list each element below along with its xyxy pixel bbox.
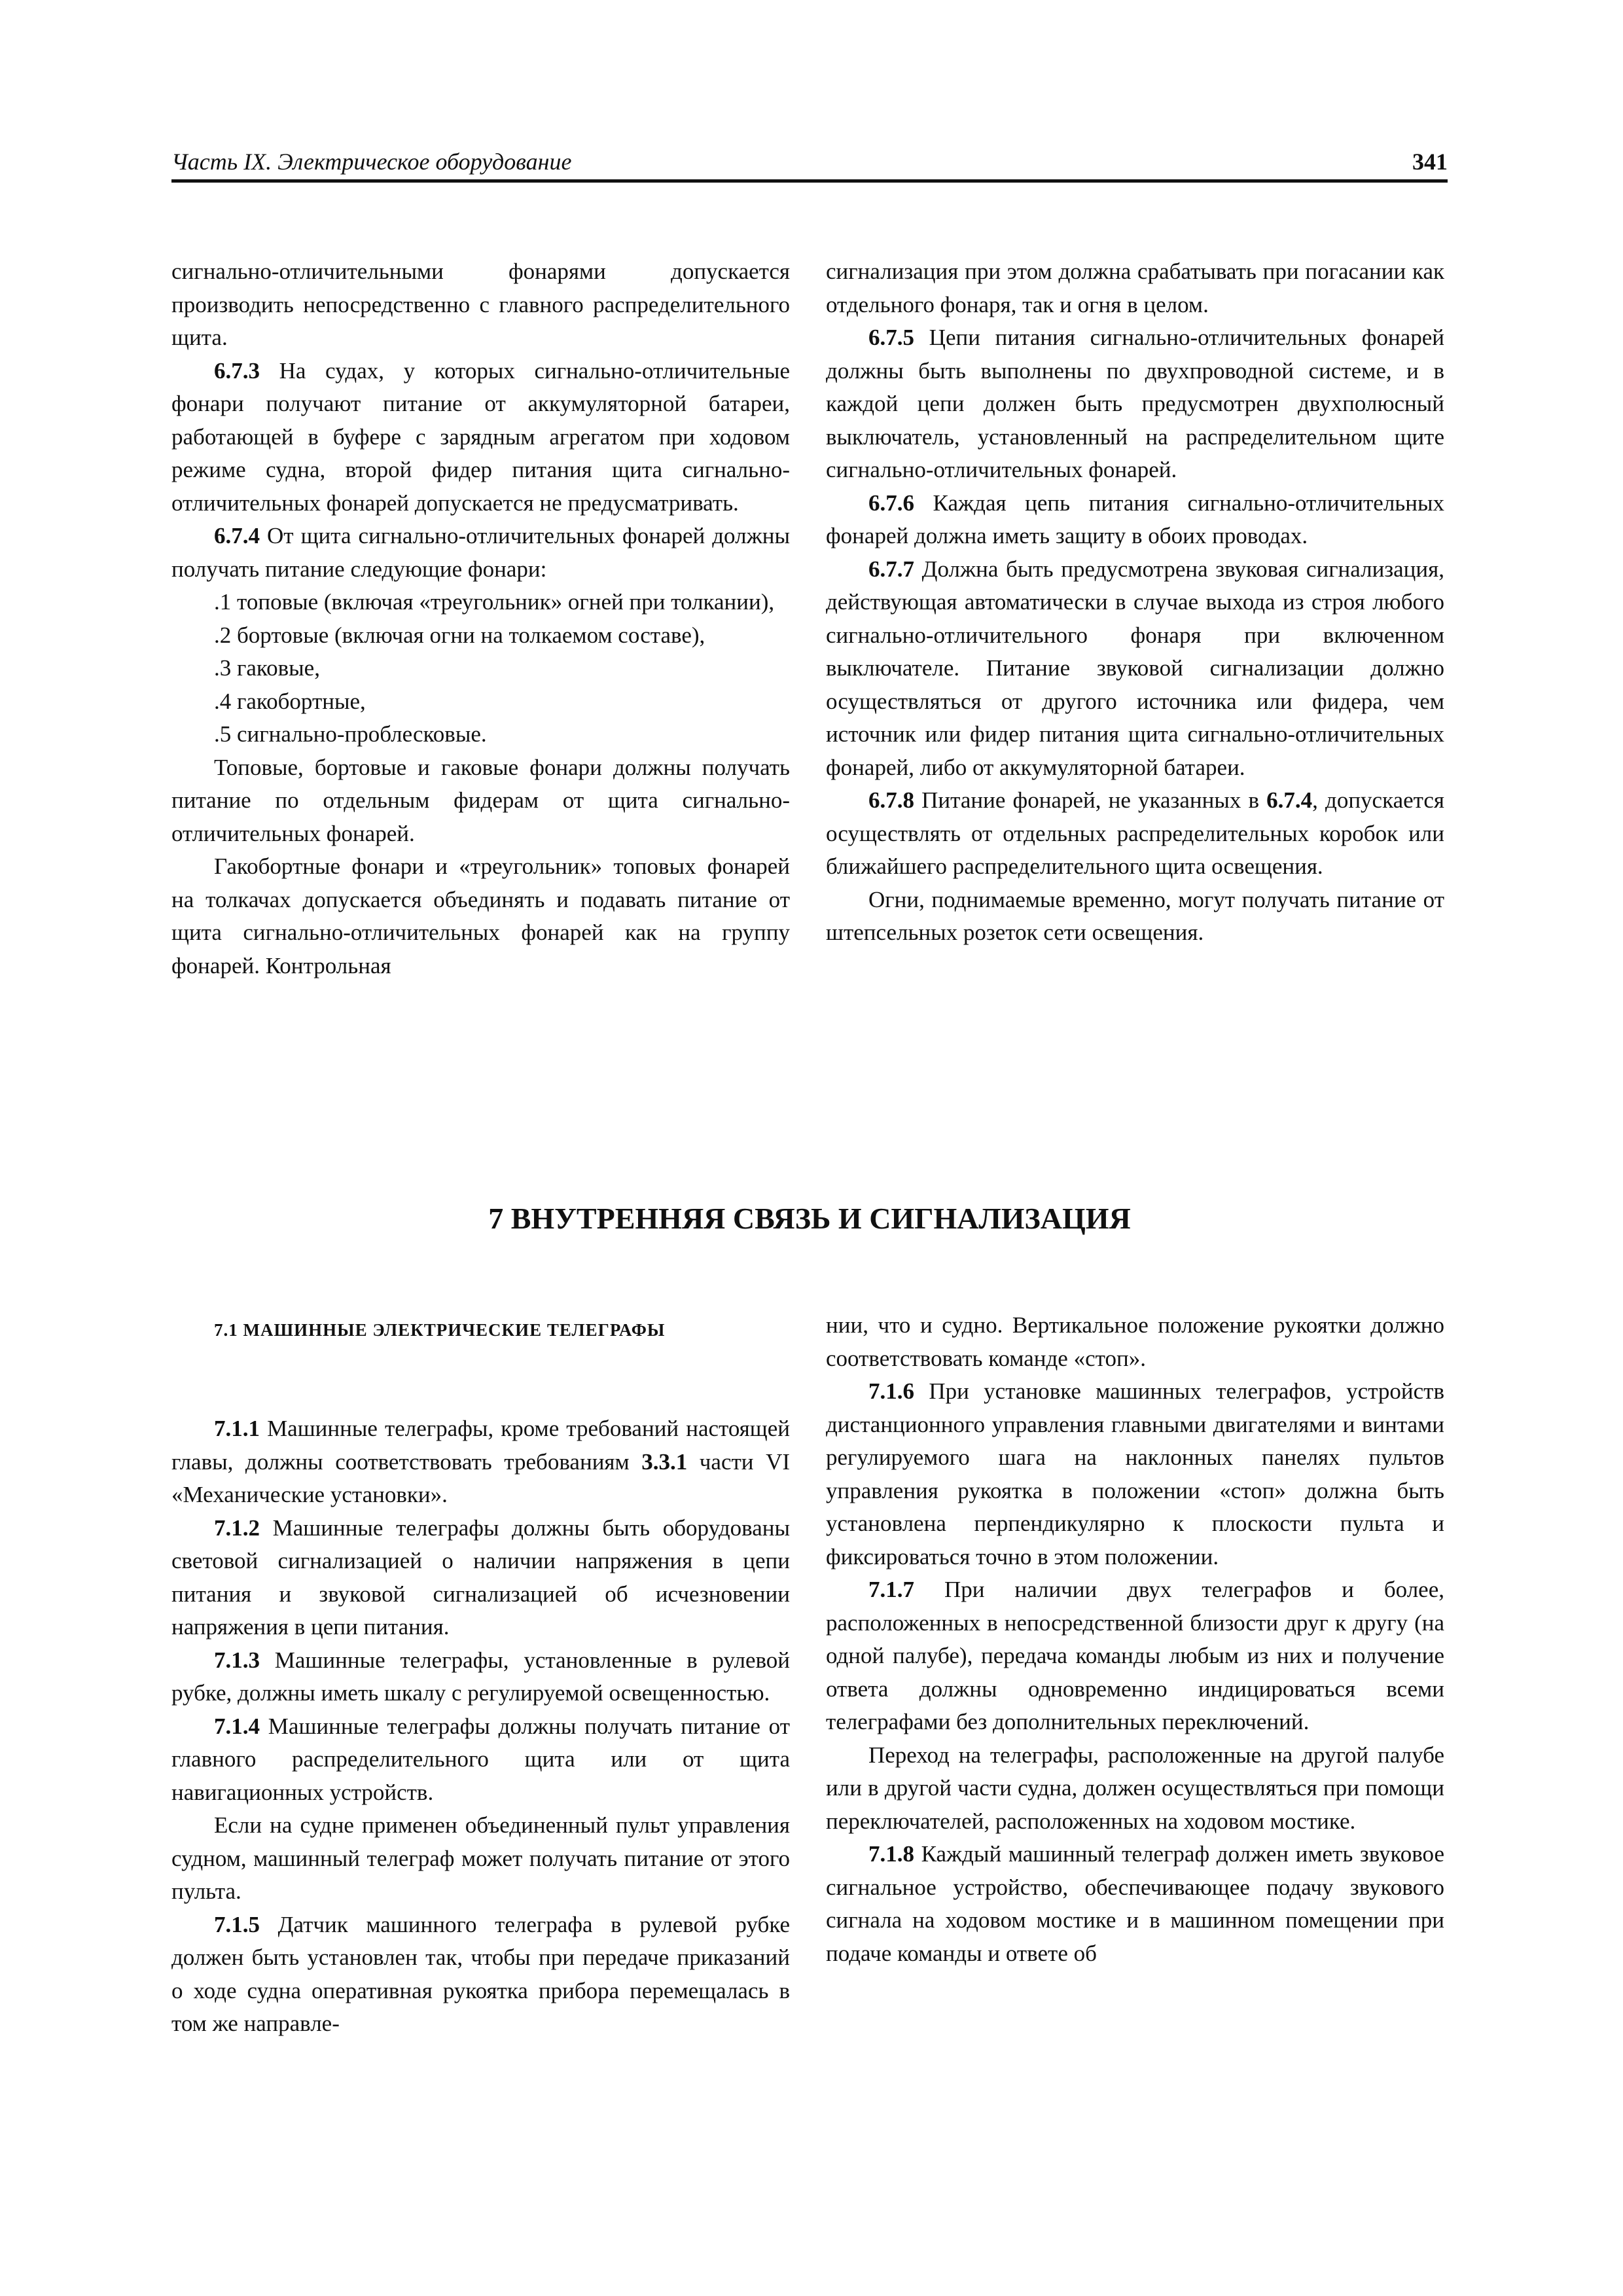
clause-number: 7.1.3	[214, 1647, 260, 1673]
paragraph-7-1-5	[171, 1909, 790, 2041]
chapter-title: 7 ВНУТРЕННЯЯ СВЯЗЬ И СИГНАЛИЗАЦИЯ	[488, 1202, 1131, 1235]
column-bottom-left	[171, 1309, 790, 2041]
paragraph-text: Датчик машинного телеграфа в рулевой рубке должен быть установлен так, чтобы при передаче приказаний о ходе судна оперативная рукоятка прибора перемещалась в том же направле-	[171, 1911, 790, 2036]
paragraph-7-1-2	[171, 1512, 790, 1644]
paragraph-7-1-4	[171, 1710, 790, 1810]
clause-number: 7.1.1	[214, 1416, 260, 1441]
clause-number: 6.7.7	[868, 556, 914, 582]
page-number: 341	[1412, 149, 1448, 175]
list-item-5: .5 сигнально-проблесковые.	[214, 721, 487, 747]
paragraph-7-1-1	[171, 1412, 790, 1512]
paragraph-7-1-5-continuation: нии, что и судно. Вертикальное положение рукоятки должно соответствовать команде «стоп».	[826, 1312, 1444, 1371]
paragraph-7-1-7	[826, 1573, 1444, 1739]
list-item-2: .2 бортовые (включая огни на толкаемом составе),	[214, 622, 705, 648]
clause-number: 7.1.6	[868, 1378, 914, 1404]
paragraph-6-7-6	[826, 487, 1444, 553]
paragraph-alarm-continuation: сигнализация при этом должна срабатывать при погасании как отдельного фонаря, так и огня в целом.	[826, 259, 1444, 317]
list-item-4: .4 гакобортные,	[214, 688, 366, 714]
paragraph-text: Питание фонарей, не указанных в	[914, 787, 1267, 813]
clause-number: 6.7.6	[868, 490, 914, 516]
clause-number: 7.1.7	[868, 1577, 914, 1602]
paragraph-text: , допускается осуществлять от отдельных распределительных коробок или ближайшего распределительного щита освещения.	[826, 787, 1444, 879]
paragraph-text: На судах, у которых сигнально-отличительные фонари получают питание от аккумуляторной батареи, работающей в буфере с зарядным агрегатом при ходовом режиме судна, второй фидер питания щита сигнально-отличительных фонарей допускается не предусматривать.	[171, 357, 790, 516]
clause-number: 6.7.5	[868, 325, 914, 350]
clause-number: 7.1.4	[214, 1713, 260, 1739]
paragraph-text: Каждая цепь питания сигнально-отличительных фонарей должна иметь защиту в обоих проводах.	[826, 490, 1444, 548]
paragraph-6-7-5	[826, 321, 1444, 487]
column-top-right	[826, 255, 1444, 950]
paragraph-combined-console: Если на судне применен объединенный пульт управления судном, машинный телеграф может получать питание от этого пульта.	[171, 1812, 790, 1904]
paragraph-temporary-lights: Огни, поднимаемые временно, могут получать питание от штепсельных розеток сети освещения.	[826, 886, 1444, 945]
list-item-3: .3 гаковые,	[214, 655, 320, 681]
paragraph-text: При наличии двух телеграфов и более, расположенных в непосредственной близости друг к другу (на одной палубе), передача команды любым из них и получение ответа должны одновременно индицироваться всеми телеграфами без дополнительных переключений.	[826, 1577, 1444, 1734]
paragraph-text: Машинные телеграфы, кроме требований настоящей главы, должны соответствовать требованиям	[171, 1416, 790, 1475]
paragraph-6-7-8	[826, 784, 1444, 884]
paragraph-6-7-3	[171, 355, 790, 520]
column-top-left	[171, 255, 790, 982]
subsection-title: 7.1 МАШИННЫЕ ЭЛЕКТРИЧЕСКИЕ ТЕЛЕГРАФЫ	[214, 1320, 666, 1340]
paragraph-7-1-3	[171, 1644, 790, 1710]
paragraph-text: Машинные телеграфы, установленные в рулевой рубке, должны иметь шкалу с регулируемой освещенностью.	[171, 1647, 790, 1706]
header-title: Часть IX. Электрическое оборудование	[171, 149, 572, 175]
clause-number: 6.7.3	[214, 357, 260, 384]
clause-number: 7.1.2	[214, 1515, 260, 1541]
paragraph-text: Должна быть предусмотрена звуковая сигнализация, действующая автоматически в случае выхода из строя любого сигнально-отличительного фонаря при включенном выключателе. Питание звуковой сигнализации должно осуществляться от другого источника или фидера, чем источник или фидер питания щита сигнально-отличительных фонарей, либо от аккумуляторной батареи.	[826, 556, 1444, 780]
cross-reference: 6.7.4	[1266, 787, 1313, 813]
paragraph-text: Цепи питания сигнально-отличительных фонарей должны быть выполнены по двухпроводной системе, и в каждой цепи должен быть предусмотрен двухполюсный выключатель, установленный на распределительном щите сигнально-отличительных фонарей.	[826, 325, 1444, 482]
cross-reference: 3.3.1	[641, 1448, 688, 1475]
column-bottom-right	[826, 1309, 1444, 1970]
paragraph-continuation: сигнально-отличительными фонарями допускается производить непосредственно с главного распределительного щита.	[171, 259, 790, 350]
paragraph-gakobort: Гакобортные фонари и «треугольник» топовых фонарей на толкачах допускается объединять и подавать питание от щита сигнально-отличительных фонарей как на группу фонарей. Контрольная	[171, 853, 790, 978]
paragraph-text: Машинные телеграфы должны получать питание от главного распределительного щита или от щита навигационных устройств.	[171, 1713, 790, 1805]
paragraph-6-7-4	[171, 520, 790, 586]
paragraph-feeders: Топовые, бортовые и гаковые фонари должны получать питание по отдельным фидерам от щита сигнально-отличительных фонарей.	[171, 754, 790, 846]
running-header	[171, 143, 1448, 183]
paragraph-6-7-7	[826, 553, 1444, 785]
paragraph-text: От щита сигнально-отличительных фонарей должны получать питание следующие фонари:	[171, 523, 790, 582]
clause-number: 6.7.8	[868, 787, 914, 813]
paragraph-text: Машинные телеграфы должны быть оборудованы световой сигнализацией о наличии напряжения в цепи питания и звуковой сигнализацией об исчезновении напряжения в цепи питания.	[171, 1515, 790, 1640]
list-item-1: .1 топовые (включая «треугольник» огней при толкании),	[214, 589, 775, 615]
paragraph-text: части VI «Механические установки».	[171, 1448, 790, 1507]
paragraph-7-1-8	[826, 1838, 1444, 1970]
clause-number: 7.1.5	[214, 1911, 260, 1937]
paragraph-text: При установке машинных телеграфов, устройств дистанционного управления главными двигателями и винтами регулируемого шага на наклонных панелях пультов управления рукоятка в положении «стоп» должна быть установлена перпендикулярно к плоскости пульта и фиксироваться точно в этом положении.	[826, 1378, 1444, 1570]
paragraph-7-1-6	[826, 1375, 1444, 1573]
clause-number: 6.7.4	[214, 523, 260, 548]
paragraph-text: Каждый машинный телеграф должен иметь звуковое сигнальное устройство, обеспечивающее подачу звукового сигнала на ходовом мостике и в машинном помещении при подаче команды и ответе об	[826, 1841, 1444, 1966]
clause-number: 7.1.8	[868, 1841, 914, 1867]
paragraph-transition: Переход на телеграфы, расположенные на другой палубе или в другой части судна, должен осуществляться при помощи переключателей, расположенных на ходовом мостике.	[826, 1742, 1444, 1834]
